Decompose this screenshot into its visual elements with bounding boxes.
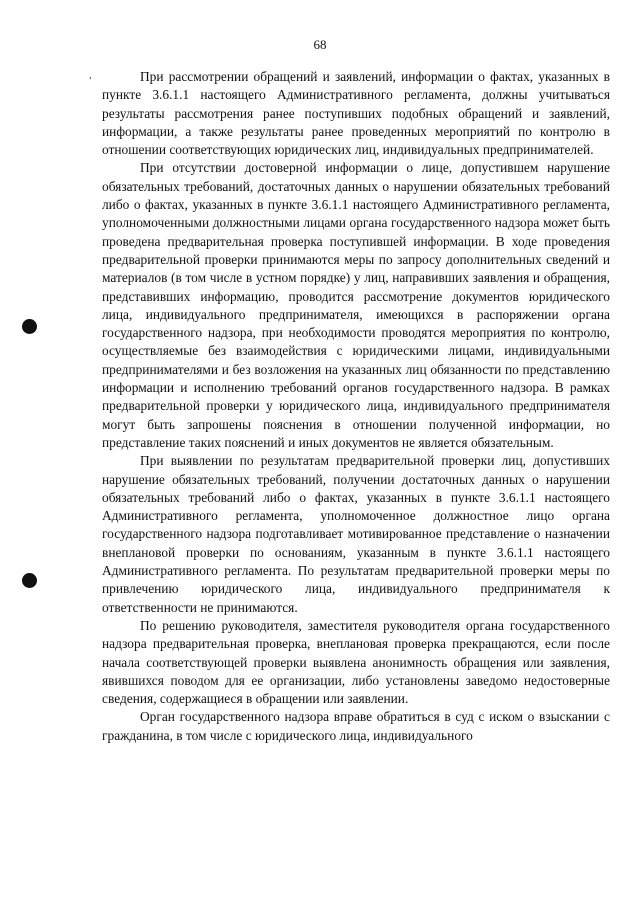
pen-mark: , [89, 69, 92, 81]
paragraph: Орган государственного надзора вправе обратиться в суд с иском о взыскании с гражданина, в том числе с юридического лица, индивидуального [102, 709, 610, 743]
body-text [102, 68, 610, 745]
page-number: 68 [313, 37, 327, 52]
paragraph: При выявлении по результатам предварительной проверки лиц, допустивших нарушение обязательных требований, получении достаточных данных о нарушении обязательных требований либо о фактах, указанных в пункте 3.6.1.1 настоящего Административного регламента, уполномоченное должностное лицо органа государственного надзора подготавливает мотивированное представление о назначении внеплановой проверки по основаниям, указанным в пункте 3.6.1.1 настоящего Административного регламента. По результатам предварительной проверки меры по привлечению юридического лица, индивидуального предпринимателя к ответственности не принимаются. [102, 453, 610, 615]
punch-hole [22, 573, 37, 588]
punch-hole [22, 319, 37, 334]
paragraph: При рассмотрении обращений и заявлений, информации о фактах, указанных в пункте 3.6.1.1 настоящего Административного регламента, должны учитываться результаты рассмотрения ранее поступивших подобных обращений и заявлений, информации, а также результаты ранее проведенных мероприятий по контролю в отношении соответствующих юридических лиц, индивидуальных предпринимателей. [102, 69, 610, 158]
paragraph: По решению руководителя, заместителя руководителя органа государственного надзора предварительная проверка, внеплановая проверка прекращаются, если после начала соответствующей проверки выявлена анонимность обращения или заявления, явившихся поводом для ее организации, либо установлены заведомо недостоверные сведения, содержащиеся в обращении или заявлении. [102, 617, 610, 707]
paragraph: При отсутствии достоверной информации о лице, допустившем нарушение обязательных требований, достаточных данных о нарушении обязательных требований либо о фактах, указанных в пункте 3.6.1.1 настоящего Административного регламента, уполномоченными должностными лицами органа государственного надзора может быть проведена предварительная проверка поступившей информации. В ходе проведения предварительной проверки принимаются меры по запросу дополнительных сведений и материалов (в том числе в устном порядке) у лиц, направивших заявления и обращения, представивших информацию, проводится рассмотрение документов юридического лица, индивидуального предпринимателя, имеющихся в распоряжении органа государственного надзора, при необходимости проводятся мероприятия по контролю, осуществляемые без взаимодействия с юридическими лицами, индивидуальными предпринимателями и без возложения на указанных лиц обязанности по представлению информации и исполнению требований органов государственного надзора. В рамках предварительной проверки у юридического лица, индивидуального предпринимателя могут быть запрошены пояснения в отношении полученной информации, но представление таких пояснений и иных документов не является обязательным. [102, 160, 610, 450]
